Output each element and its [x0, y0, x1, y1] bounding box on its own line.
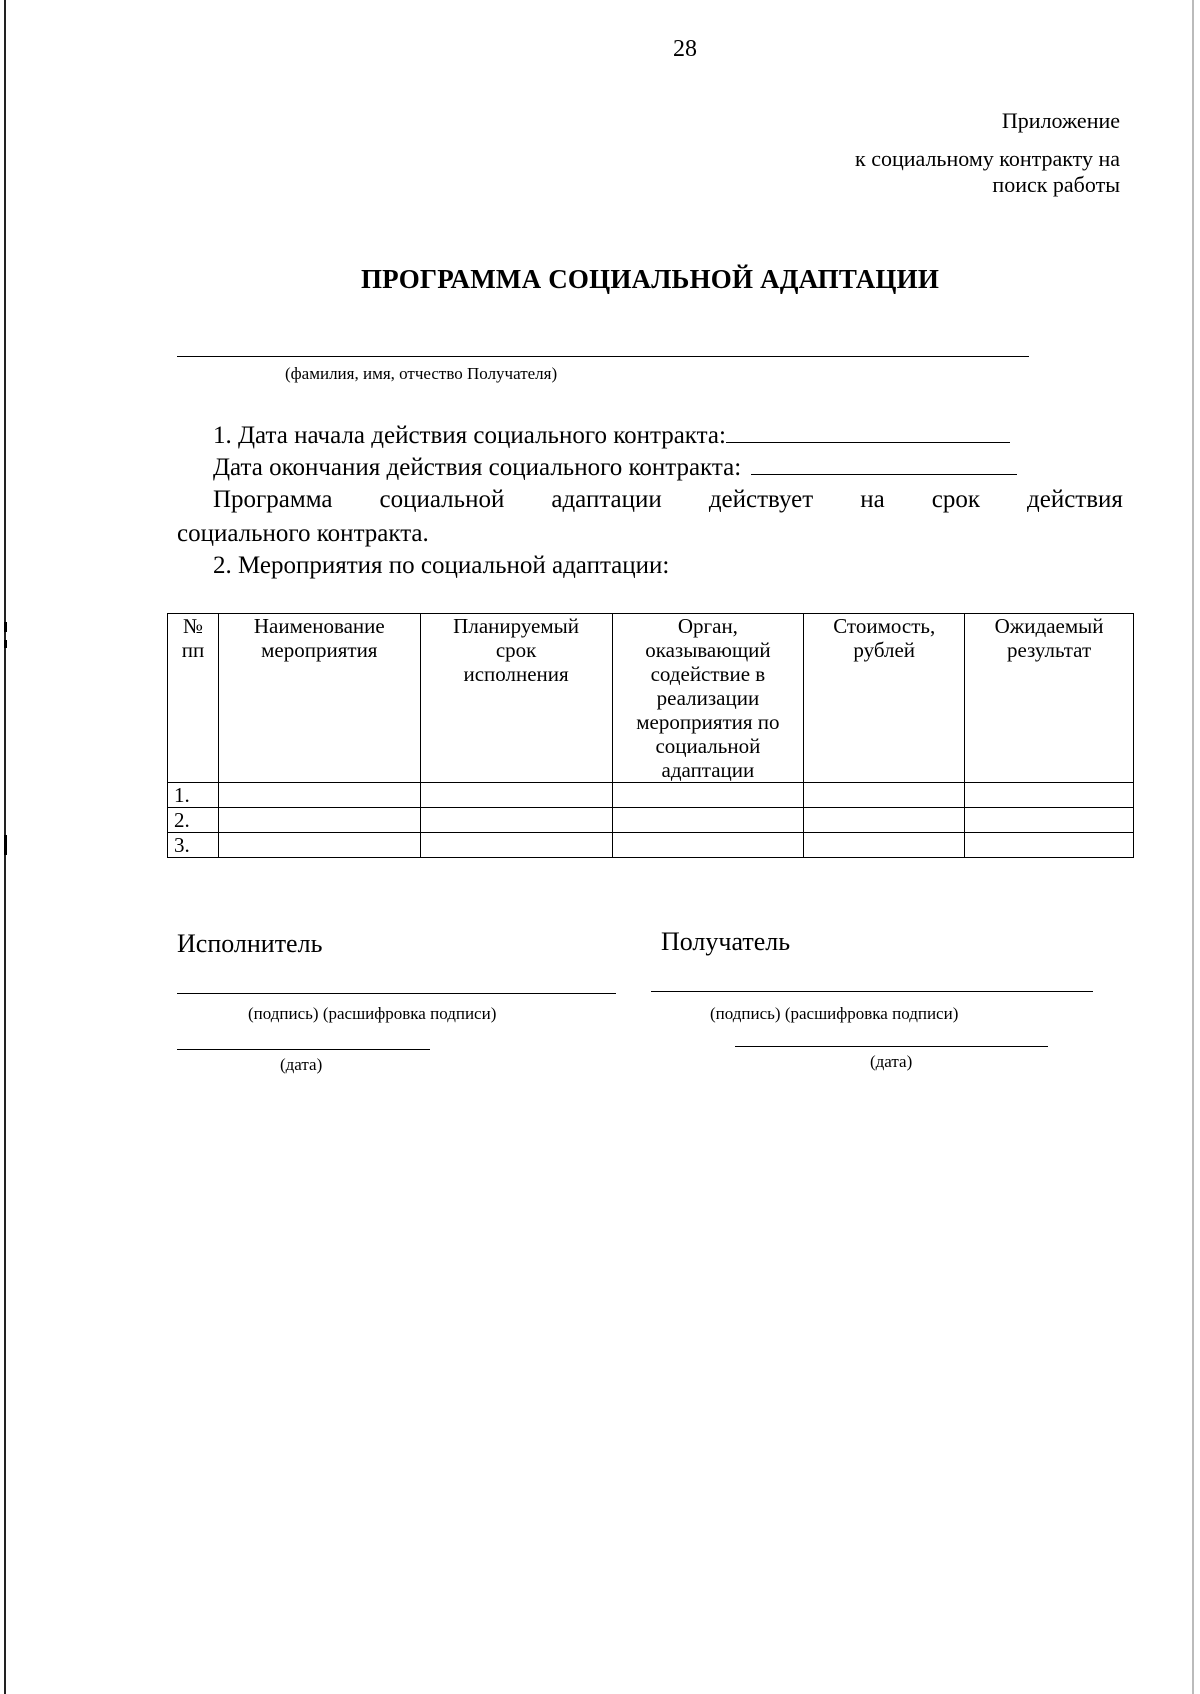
header-line: Орган,	[677, 614, 738, 638]
table-cell[interactable]	[965, 783, 1134, 808]
header-line: исполнения	[463, 662, 569, 686]
header-line: Стоимость,	[833, 614, 936, 638]
term-word: социальной	[379, 486, 505, 513]
start-date-field[interactable]	[726, 420, 1010, 443]
scan-edge-right	[1192, 0, 1194, 1694]
executor-signature-field[interactable]	[177, 993, 616, 994]
row-number: 1.	[168, 783, 219, 808]
table-cell[interactable]	[612, 833, 804, 858]
header-line: Планируемый	[453, 614, 580, 638]
header-line: мероприятия	[261, 638, 378, 662]
header-line: Ожидаемый	[994, 614, 1104, 638]
term-word: действия	[1027, 486, 1123, 513]
header-line: срок	[495, 638, 537, 662]
section-2-label: 2. Мероприятия по социальной адаптации:	[213, 552, 670, 579]
table-cell[interactable]	[965, 808, 1134, 833]
recipient-signature-field[interactable]	[651, 991, 1093, 992]
term-word: срок	[931, 486, 980, 513]
header-line: №	[182, 614, 203, 638]
table-cell[interactable]	[218, 833, 420, 858]
term-word: действует	[708, 486, 814, 513]
header-line: Наименование	[253, 614, 385, 638]
table-cell[interactable]	[218, 808, 420, 833]
table-row	[168, 833, 1134, 858]
header-line: пп	[181, 638, 205, 662]
header-planned-term	[420, 614, 612, 783]
executor-label: Исполнитель	[177, 929, 323, 958]
header-cost	[804, 614, 965, 783]
margin-mark	[4, 835, 7, 855]
margin-mark	[4, 622, 7, 632]
table-cell[interactable]	[612, 783, 804, 808]
annex-line-1: Приложение	[1001, 108, 1120, 133]
header-line: рублей	[853, 638, 916, 662]
row-number: 3.	[168, 833, 219, 858]
recipient-name-caption: (фамилия, имя, отчество Получателя)	[285, 364, 558, 383]
recipient-date-caption: (дата)	[870, 1052, 913, 1071]
recipient-signature-caption: (подпись) (расшифровка подписи)	[710, 1004, 959, 1023]
end-date-row	[213, 452, 1017, 484]
page-number: 28	[673, 36, 697, 62]
header-line: оказывающий	[645, 638, 771, 662]
table-row	[168, 783, 1134, 808]
recipient-label: Получатель	[661, 927, 791, 956]
header-expected-result	[965, 614, 1134, 783]
document-title: ПРОГРАММА СОЦИАЛЬНОЙ АДАПТАЦИИ	[360, 264, 940, 294]
end-date-label: Дата окончания действия социального контракта:	[213, 454, 742, 481]
table-cell[interactable]	[612, 808, 804, 833]
table-cell[interactable]	[804, 833, 965, 858]
header-number	[168, 614, 219, 783]
header-activity-name	[218, 614, 420, 783]
header-line: адаптации	[661, 758, 755, 782]
header-line: реализации	[656, 686, 760, 710]
table-cell[interactable]	[804, 783, 965, 808]
header-line: социальной	[655, 734, 761, 758]
table-header-row	[168, 614, 1134, 783]
recipient-date-field[interactable]	[735, 1046, 1048, 1047]
term-word: на	[860, 486, 885, 513]
start-date-label: 1. Дата начала действия социального контракта:	[213, 422, 726, 449]
annex-line-2: к социальному контракту на	[855, 146, 1120, 171]
table-cell[interactable]	[965, 833, 1134, 858]
executor-signature-caption: (подпись) (расшифровка подписи)	[248, 1004, 497, 1023]
executor-date-field[interactable]	[177, 1049, 430, 1050]
header-assisting-body	[612, 614, 804, 783]
program-term-line	[213, 486, 1123, 514]
header-line: содействие в	[650, 662, 766, 686]
annex-line-3: поиск работы	[992, 172, 1120, 197]
row-number: 2.	[168, 808, 219, 833]
term-word: Программа	[213, 486, 333, 513]
annex-header	[855, 108, 1120, 198]
table-cell[interactable]	[420, 808, 612, 833]
header-line: результат	[1006, 638, 1092, 662]
table-cell[interactable]	[420, 833, 612, 858]
end-date-field[interactable]	[751, 452, 1017, 475]
start-date-row	[213, 420, 1010, 452]
activities-table	[167, 613, 1134, 858]
executor-date-caption: (дата)	[280, 1055, 323, 1074]
table-cell[interactable]	[420, 783, 612, 808]
term-word: адаптации	[551, 486, 662, 513]
table-cell[interactable]	[218, 783, 420, 808]
table-cell[interactable]	[804, 808, 965, 833]
margin-mark	[4, 640, 7, 648]
table-row	[168, 808, 1134, 833]
header-line: мероприятия по	[636, 710, 780, 734]
recipient-name-field[interactable]	[177, 356, 1029, 357]
program-term-line-2: социального контракта.	[177, 520, 429, 547]
